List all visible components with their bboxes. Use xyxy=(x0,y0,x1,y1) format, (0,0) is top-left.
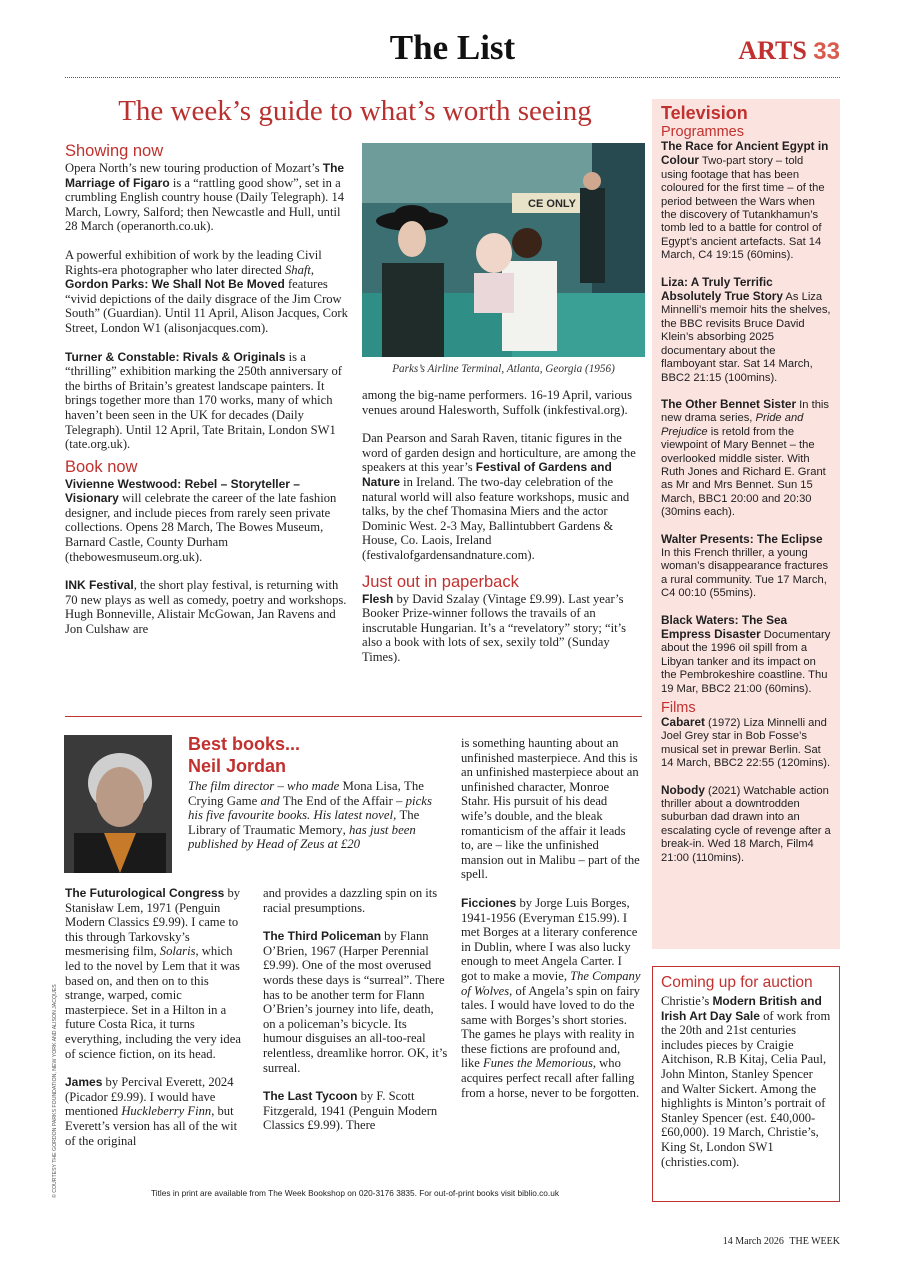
tv-item: The Other Bennet Sister In this new drama series, Pride and Prejudice is retold from the viewpoint of Mary Bennet – the overlooked middle sister. With Ruth Jones and Richard E. Grant as Mr and Mrs Bennet. Sun 15 March, BBC1 20:00 and 20:30 (30mins each). xyxy=(661,396,830,519)
gardens-item: Dan Pearson and Sarah Raven, titanic figures in the word of garden design and horticulture, are among the speakers at this year’s Festival of Gardens and Nature in Ireland. The two-day celebration of the natural world will also feature workshops, music and talks, by the chef Thomasina Miers and the actor Dominic West. 2-3 May, Ballintubbert Gardens & House, Co. Laois, Ireland (festivalofgardensandnature.com). xyxy=(362,431,636,562)
photo-illustration xyxy=(362,143,645,357)
auction-heading: Coming up for auction xyxy=(661,974,813,991)
tv-item: Walter Presents: The Eclipse In this French thriller, a young woman’s disappearance fractures a rural community. Tue 17 March, C4 00:10 (55mins). xyxy=(661,531,829,600)
films-heading: Films xyxy=(661,700,696,717)
left-column xyxy=(65,142,348,637)
middle-text xyxy=(362,388,645,563)
paperback-text xyxy=(362,592,645,665)
programmes-heading: Programmes xyxy=(661,124,744,140)
issue-date: 14 March 2026 xyxy=(722,1236,784,1247)
publication-name: THE WEEK xyxy=(789,1236,840,1247)
gordon-parks-item: A powerful exhibition of work by the leading Civil Rights-era photographer who later directed Shaft, Gordon Parks: We Shall Not Be Moved features “vivid depictions of the daily disgrace of the Jim Crow South” (Guardian). Until 11 April, Alison Jacques, Cork Street, London W1 (alisonjacques.com). xyxy=(65,247,348,335)
ink-festival-item: INK Festival, the short play festival, is returning with 70 new plays as well as comedy, poetry and workshops. Hugh Bonneville, Alistair McGowan, Jan Ravens and Jon Culshaw are xyxy=(65,578,347,637)
middle-column xyxy=(362,388,645,665)
section-label xyxy=(738,36,840,67)
portrait-illustration xyxy=(64,735,172,873)
best-books-author: Neil Jordan xyxy=(188,756,287,776)
book-now-heading: Book now xyxy=(65,457,138,476)
auction-text: Christie’s Modern British and Irish Art Day Sale of work from the 20th and 21st centuries includes pieces by Craigie Aitchison, R.B Kitaj, Celia Paul, John Minton, Stanley Spencer and Walter Sickert. Among the highlights is Minton’s portrait of Stanley Spencer (est. £40,000-£60,000). 19 March, Christie’s, King St, London SW1 (christies.com). xyxy=(661,994,831,1169)
television-panel xyxy=(652,99,840,949)
book-now-text xyxy=(65,477,348,637)
ink-festival-continued: among the big-name performers. 16-19 April, various venues around Halesworth, Suffolk (inkfestival.org). xyxy=(362,388,632,417)
book-james: James by Percival Everett, 2024 (Picador £9.99). I would have mentioned Huckleberry Finn, but Everett’s version has all of the wit of the original xyxy=(65,1075,238,1148)
best-books-heading xyxy=(188,733,448,852)
page-title: The List xyxy=(389,28,516,67)
showing-now-heading: Showing now xyxy=(65,142,164,160)
book-futurological: The Futurological Congress by Stanisław Lem, 1971 (Penguin Modern Classics £9.99). I came to this through Tarkovsky’s mesmerising film, Solaris, which led to the novel by Lem that it was based on, and then on to this strange, warped, comic masterpiece. Set in a Hilton in a future Costa Rica, it turns everything, including the very idea of science fiction, on its head. xyxy=(65,886,241,1061)
bookshop-note: Titles in print are available from The Week Bookshop on 020-3176 3835. For out-of-print books visit biblio.co.uk xyxy=(151,1188,559,1198)
auction-box xyxy=(652,966,840,1202)
photo-sign: CE ONLY xyxy=(528,198,576,210)
book-third-policeman: The Third Policeman by Flann O’Brien, 1967 (Harper Perennial £9.99). One of the most overused words these days is “surreal”. There has to be another term for Flann O’Brien’s journey into life, death, on a policeman’s bicycle. Its humour disguises an all-too-real relentless, dreamlike horror. OK, it’s surreal. xyxy=(263,929,448,1075)
tv-item: The Race for Ancient Egypt in Colour Two-part story – told using footage that has been coloured for the first time – of the period between the Wars when the discovery of Tutankhamun’s tomb led to a battle for control of Egypt’s ancient artefacts. Sat 14 March, C4 19:15 (60mins). xyxy=(661,139,829,262)
section-name: ARTS xyxy=(738,36,807,65)
page-number: 33 xyxy=(813,38,840,65)
figaro-item: Opera North’s new touring production of Mozart’s The Marriage of Figaro is a “rattling good show”, set in a crumbling English country house (Daily Telegraph). 14 March, Lowry, Salford; then Newcastle and Hull, until 28 March (operanorth.co.uk). xyxy=(65,161,345,234)
paperback-heading: Just out in paperback xyxy=(362,572,519,591)
section-rule xyxy=(65,716,642,717)
header-rule xyxy=(65,77,840,78)
airline-terminal-photo xyxy=(362,143,645,357)
neil-jordan-portrait xyxy=(64,735,172,873)
book-last-tycoon-continued: is something haunting about an unfinished masterpiece. And this is an unfinished masterpiece about an unfinished character, Monroe Stahr. His pursuit of his dead wife’s double, and the bleak romanticism of the affair it leads to, are – like the unfinished mansion out in Malibu – part of the spell. xyxy=(461,736,640,882)
photo-caption: Parks’s Airline Terminal, Atlanta, Georgia (1956) xyxy=(392,363,615,375)
book-james-continued: and provides a dazzling spin on its racial presumptions. xyxy=(263,886,438,915)
film-item: Nobody (2021) Watchable action thriller about a downtrodden suburban dad drawn into an escalating cycle of revenge after a break-in. Wed 18 March, Film4 21:00 (110mins). xyxy=(661,782,831,864)
books-column-3 xyxy=(461,736,641,1100)
film-item: Cabaret (1972) Liza Minnelli and Joel Grey star in Bob Fosse’s musical set in prewar Berlin. Sat 14 March, BBC2 22:55 (120mins). xyxy=(661,715,831,770)
films-list xyxy=(661,716,831,865)
books-column-1 xyxy=(65,886,248,1148)
tv-item: Liza: A Truly Terrific Absolutely True Story As Liza Minnelli’s memoir hits the shelves, the BBC revisits Bruce David Klein’s absorbing 2025 documentary about the flamboyant star. Sat 14 March, BBC2 21:15 (100mins). xyxy=(661,274,831,384)
best-books-title: Best books... xyxy=(188,734,301,754)
photo-credit: © COURTESY THE GORDON PARKS FOUNDATION, NEW YORK AND ALISON JACQUES xyxy=(52,984,58,1198)
showing-now-text xyxy=(65,161,348,452)
book-ficciones: Ficciones by Jorge Luis Borges, 1941-1956 (Everyman £15.99). I met Borges at a literary conference in Dublin, where I was also lucky enough to meet Angela Carter. I got to make a movie, The Company of Wolves, of Angela’s spin on fairy tales. I would have loved to do the same with Borges’s short stories. The games he plays with reality in these fictions are profound and, like Funes the Memorious, who acquires perfect recall after falling from a horse, never to be forgotten. xyxy=(461,895,641,1100)
book-last-tycoon: The Last Tycoon by F. Scott Fitzgerald, 1941 (Penguin Modern Classics £9.99). There xyxy=(263,1089,438,1133)
footer xyxy=(723,1236,840,1248)
best-books-intro: The film director – who made Mona Lisa, The Crying Game and The End of the Affair – picks his five favourite books. His latest novel, The Library of Traumatic Memory, has just been published by Head of Zeus at £20 xyxy=(188,779,432,852)
programmes-list xyxy=(661,140,831,696)
westwood-item: Vivienne Westwood: Rebel – Storyteller – Visionary will celebrate the career of the late fashion designer, and include pieces from rarely seen private collections. Opens 28 March, The Bowes Museum, Barnard Castle, County Durham (thebowesmuseum.org.uk). xyxy=(65,476,337,564)
flesh-item: Flesh by David Szalay (Vintage £9.99). Last year’s Booker Prize-winner follows the travails of an inscrutable Hungarian. It’s a “revelatory” story; “it’s also a book with lots of sex, sexily told” (Sunday Times). xyxy=(362,591,627,664)
tv-item: Black Waters: The Sea Empress Disaster Documentary about the 1996 oil spill from a Libyan tanker and its impact on the Pembrokeshire coastline. Thu 19 Mar, BBC2 21:00 (60mins). xyxy=(661,612,831,695)
turner-constable-item: Turner & Constable: Rivals & Originals is a “thrilling” exhibition marking the 250th anniversary of the births of Britain’s greatest landscape painters. It brings together more than 170 works, many of which haven’t been seen in the UK for decades (Daily Telegraph). Until 12 April, Tate Britain, London SW1 (tate.org.uk). xyxy=(65,349,342,452)
television-heading: Television xyxy=(661,103,748,123)
headline: The week’s guide to what’s worth seeing xyxy=(118,95,592,127)
books-column-2 xyxy=(263,886,448,1133)
